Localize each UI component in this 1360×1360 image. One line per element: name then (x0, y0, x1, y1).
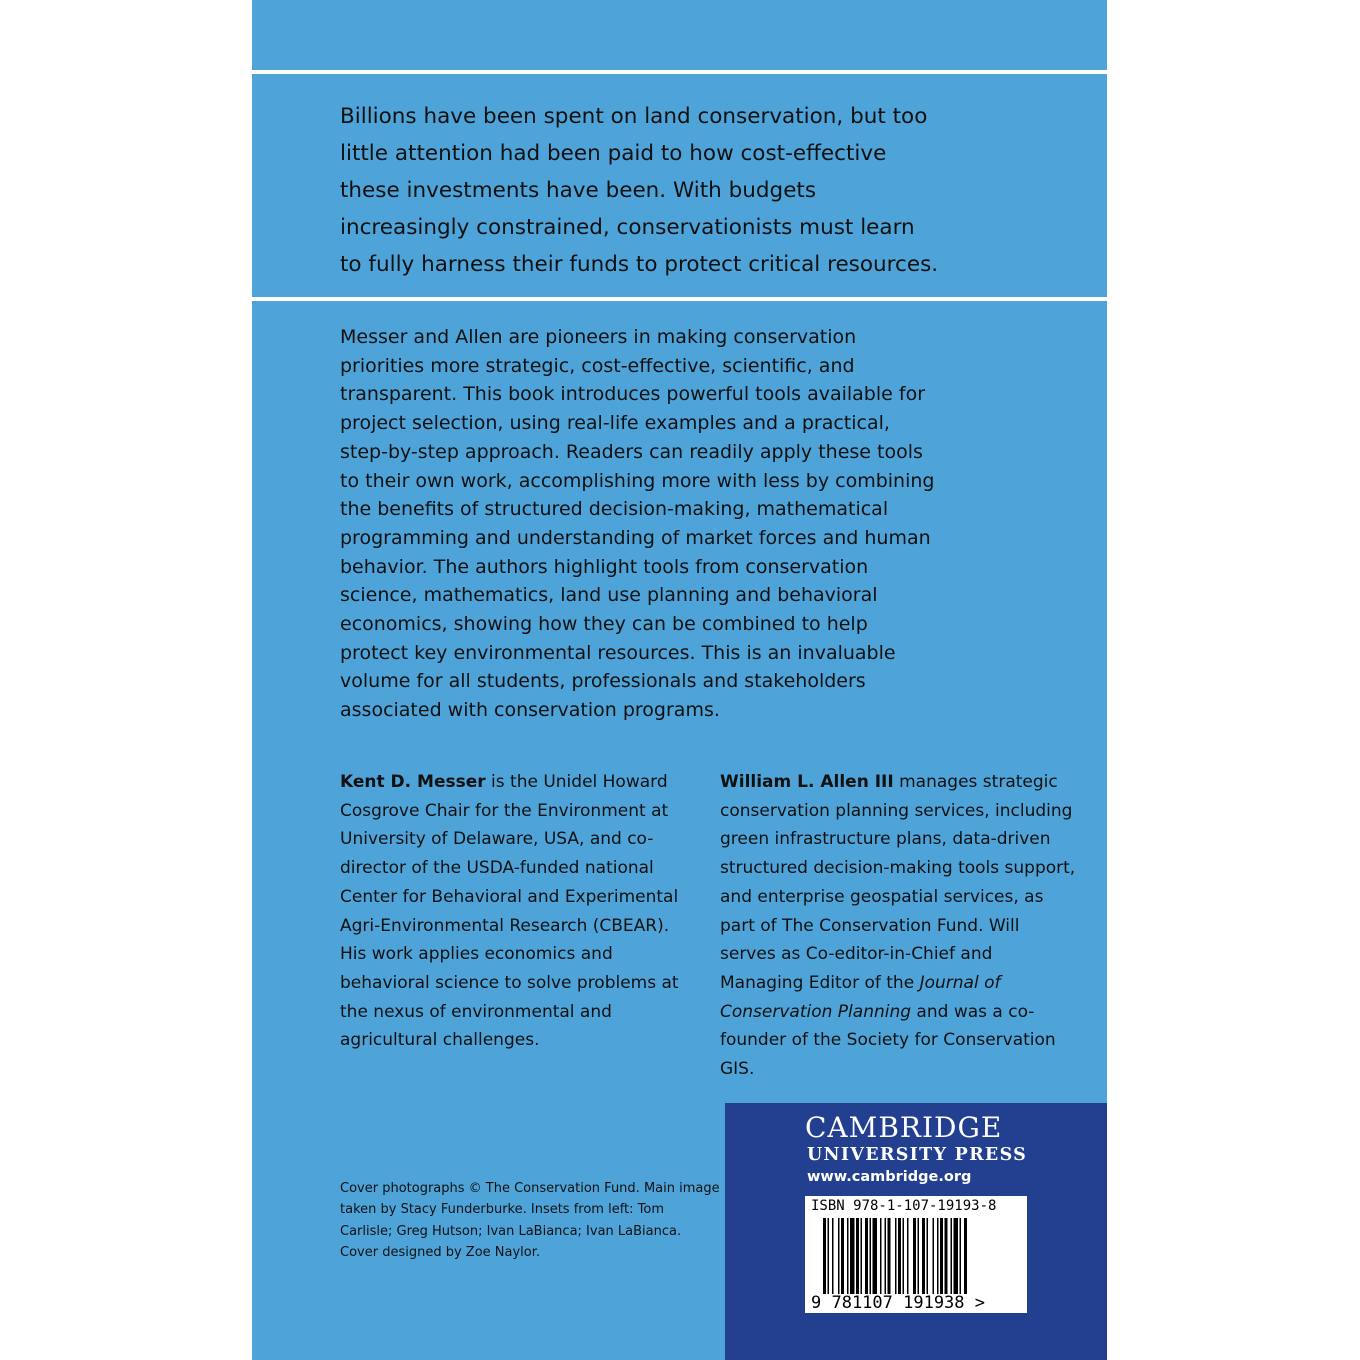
author-bio-allen (720, 768, 1080, 1084)
author-bio-text-allen: manages strategic conservation planning services, including green infrastructure plans, data-driven structured decision-making tools support, and enterprise geospatial services, as part of The Conservation Fund. Will serves as Co-editor-in-Chief and Managing Editor of the (720, 772, 1076, 993)
publisher-logo-subtitle: UNIVERSITY PRESS (807, 1145, 1028, 1165)
author-bio-text-allen-end: and was a co-founder of the Society for Conservation GIS. (720, 1001, 1056, 1080)
author-name-messer: Kent D. Messer (340, 772, 486, 792)
barcode-bars (823, 1218, 1009, 1294)
cover-credits: Cover photographs © The Conservation Fund. Main image taken by Stacy Funderburke. Insets from left: Tom Carlisle; Greg Hutson; Ivan LaBianca; Ivan LaBianca. Cover designed by Zoe Naylor. (340, 1181, 720, 1260)
author-bio-messer (340, 768, 695, 1055)
publisher-panel (725, 1103, 1107, 1360)
book-description: Messer and Allen are pioneers in making conservation priorities more strategic, cost-effective, scientific, and transparent. This book introduces powerful tools available for project selection, using real-life examples and a practical, step-by-step approach. Readers can readily apply these tools to their own work, accomplishing more with less by combining the benefits of structured decision-making, mathematical programming and understanding of market forces and human behavior. The authors highlight tools from conservation science, mathematics, land use planning and behavioral economics, showing how they can be combined to help protect key environmental resources. This is an invaluable volume for all students, professionals and stakeholders associated with conservation programs. (340, 326, 935, 722)
publisher-url: www.cambridge.org (807, 1169, 972, 1185)
blurb-text: Billions have been spent on land conservation, but too little attention had been paid to how cost-effective these investments have been. With budgets increasingly constrained, conservationists must learn to fully harness their funds to protect critical resources. (340, 104, 939, 277)
back-cover (252, 0, 1107, 1360)
isbn-label: ISBN 978-1-107-19193-8 (811, 1198, 997, 1214)
author-name-allen: William L. Allen III (720, 772, 894, 792)
publisher-logo-name: CAMBRIDGE (805, 1111, 1003, 1144)
top-divider (252, 70, 1107, 74)
author-bio-text-messer: is the Unidel Howard Cosgrove Chair for the Environment at University of Delaware, USA, and co-director of the USDA-funded national Center for Behavioral and Experimental Agri-Environmental Research (CBEAR). His work applies economics and behavioral science to solve problems at the nexus of environmental and agricultural challenges. (340, 772, 679, 1051)
isbn-barcode (805, 1196, 1027, 1313)
journal-title: Journal of Conservation Planning (720, 972, 1001, 1022)
ean-digits: 9 781107 191938 > (811, 1293, 985, 1313)
middle-divider (252, 297, 1107, 301)
